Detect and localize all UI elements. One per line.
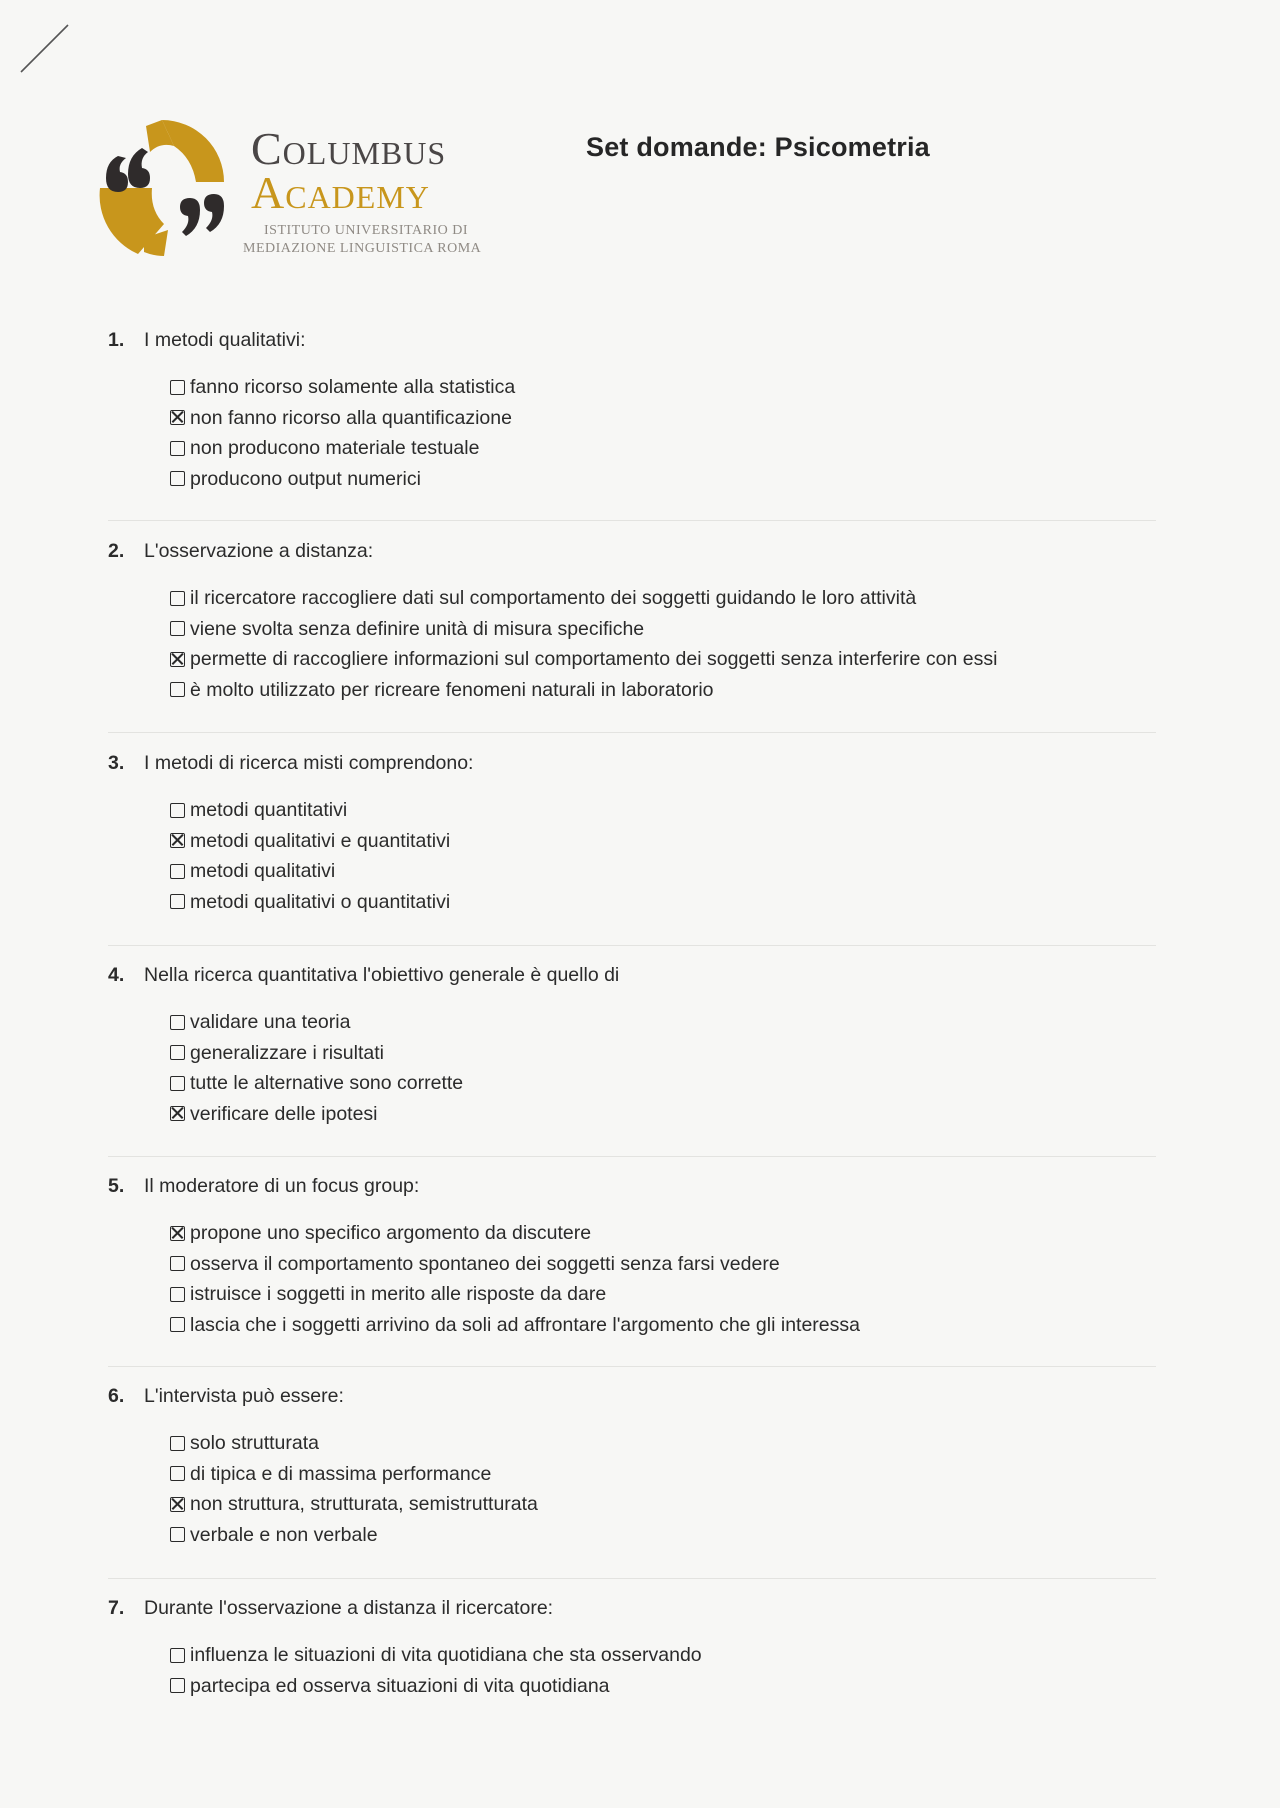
option-label: generalizzare i risultati: [190, 1041, 385, 1064]
question-text: Nella ricerca quantitativa l'obiettivo generale è quello di: [144, 964, 620, 986]
answer-option[interactable]: [170, 403, 1158, 434]
divider: [108, 1156, 1156, 1157]
answer-option[interactable]: [170, 1310, 1158, 1341]
option-list: [170, 583, 1158, 705]
checkbox[interactable]: [170, 864, 185, 879]
checkbox[interactable]: [170, 652, 185, 667]
divider: [108, 732, 1156, 733]
question-7: [108, 1594, 1158, 1701]
option-list: [170, 1428, 1158, 1550]
option-label: non producono materiale testuale: [190, 437, 480, 459]
answer-option[interactable]: [170, 1038, 1158, 1069]
option-label: metodi quantitativi: [190, 799, 348, 821]
pen-stroke-mark: [18, 22, 78, 82]
answer-option[interactable]: [170, 614, 1158, 645]
option-label: non fanno ricorso alla quantificazione: [190, 406, 512, 429]
option-label: metodi qualitativi o quantitativi: [190, 890, 451, 913]
checkbox[interactable]: [170, 410, 185, 425]
checkbox[interactable]: [170, 471, 185, 486]
answer-option[interactable]: [170, 887, 1158, 918]
question-number: 7.: [108, 1597, 125, 1619]
answer-option[interactable]: [170, 464, 1158, 495]
page-title: Set domande: Psicometria: [586, 132, 930, 162]
question-text: Durante l'osservazione a distanza il ricercatore:: [144, 1597, 554, 1619]
checkbox[interactable]: [170, 1466, 185, 1481]
question-2: [108, 537, 1158, 705]
question-number: 3.: [108, 752, 125, 774]
option-label: è molto utilizzato per ricreare fenomeni naturali in laboratorio: [190, 678, 714, 701]
option-label: influenza le situazioni di vita quotidiana che sta osservando: [190, 1644, 702, 1666]
option-label: producono output numerici: [190, 467, 421, 490]
question-heading: [108, 1382, 1158, 1410]
option-list: [170, 1007, 1158, 1129]
answer-option[interactable]: [170, 675, 1158, 706]
answer-option[interactable]: [170, 583, 1158, 614]
question-heading: [108, 1594, 1158, 1622]
option-list: [170, 1218, 1158, 1340]
logo-name-line2: Academy: [251, 167, 430, 218]
checkbox[interactable]: [170, 380, 185, 395]
checkbox[interactable]: [170, 1256, 185, 1271]
question-3: [108, 749, 1158, 917]
option-list: [170, 795, 1158, 917]
answer-option[interactable]: [170, 856, 1158, 887]
option-label: verbale e non verbale: [190, 1523, 378, 1546]
globe-quotes-icon: [98, 118, 233, 258]
option-label: lascia che i soggetti arrivino da soli ad affrontare l'argomento che gli interessa: [190, 1313, 860, 1336]
checkbox[interactable]: [170, 621, 185, 636]
checkbox[interactable]: [170, 1287, 185, 1302]
answer-option[interactable]: [170, 1671, 1158, 1702]
answer-option[interactable]: [170, 1249, 1158, 1280]
answer-option[interactable]: [170, 795, 1158, 826]
question-heading: [108, 749, 1158, 777]
question-number: 4.: [108, 964, 125, 986]
answer-option[interactable]: [170, 644, 1158, 675]
divider: [108, 520, 1156, 521]
option-label: solo strutturata: [190, 1432, 319, 1454]
option-label: validare una teoria: [190, 1011, 351, 1033]
checkbox[interactable]: [170, 1527, 185, 1542]
answer-option[interactable]: [170, 1007, 1158, 1038]
logo-name-line1: Columbus: [251, 123, 447, 174]
logo-subtitle-line2: MEDIAZIONE LINGUISTICA ROMA: [243, 241, 482, 256]
answer-option[interactable]: [170, 1459, 1158, 1490]
question-heading: [108, 537, 1158, 565]
option-label: metodi qualitativi e quantitativi: [190, 829, 451, 852]
checkbox[interactable]: [170, 1436, 185, 1451]
checkbox[interactable]: [170, 1015, 185, 1030]
divider: [108, 945, 1156, 946]
logo-subtitle-line1: ISTITUTO UNIVERSITARIO DI: [264, 223, 468, 238]
option-label: osserva il comportamento spontaneo dei soggetti senza farsi vedere: [190, 1252, 780, 1275]
answer-option[interactable]: [170, 1218, 1158, 1249]
question-5: [108, 1172, 1158, 1340]
question-text: L'intervista può essere:: [144, 1385, 344, 1407]
checkbox[interactable]: [170, 1106, 185, 1121]
checkbox[interactable]: [170, 682, 185, 697]
question-number: 6.: [108, 1385, 125, 1407]
question-number: 2.: [108, 540, 125, 562]
option-label: istruisce i soggetti in merito alle risposte da dare: [190, 1283, 607, 1305]
checkbox[interactable]: [170, 441, 185, 456]
question-6: [108, 1382, 1158, 1550]
checkbox[interactable]: [170, 1317, 185, 1332]
question-4: [108, 961, 1158, 1129]
divider: [108, 1578, 1156, 1579]
option-label: verificare delle ipotesi: [190, 1102, 378, 1125]
option-label: di tipica e di massima performance: [190, 1462, 492, 1485]
answer-option[interactable]: [170, 1068, 1158, 1099]
option-label: metodi qualitativi: [190, 860, 336, 882]
checkbox[interactable]: [170, 833, 185, 848]
question-text: L'osservazione a distanza:: [144, 540, 374, 562]
answer-option[interactable]: [170, 1279, 1158, 1310]
columbus-academy-logo: [98, 118, 518, 268]
option-label: il ricercatore raccogliere dati sul comportamento dei soggetti guidando le loro attività: [190, 587, 917, 609]
question-text: I metodi di ricerca misti comprendono:: [144, 752, 474, 774]
answer-option[interactable]: [170, 826, 1158, 857]
answer-option[interactable]: [170, 372, 1158, 403]
question-text: Il moderatore di un focus group:: [144, 1175, 420, 1197]
option-list: [170, 372, 1158, 494]
checkbox[interactable]: [170, 1497, 185, 1512]
option-label: fanno ricorso solamente alla statistica: [190, 376, 516, 398]
option-label: tutte le alternative sono corrette: [190, 1072, 464, 1094]
answer-option[interactable]: [170, 433, 1158, 464]
checkbox[interactable]: [170, 1045, 185, 1060]
option-label: permette di raccogliere informazioni sul comportamento dei soggetti senza interferire con essi: [190, 648, 998, 670]
question-text: I metodi qualitativi:: [144, 329, 306, 351]
answer-option[interactable]: [170, 1489, 1158, 1520]
answer-option[interactable]: [170, 1099, 1158, 1130]
checkbox[interactable]: [170, 1226, 185, 1241]
checkbox[interactable]: [170, 803, 185, 818]
option-list: [170, 1640, 1158, 1701]
option-label: viene svolta senza definire unità di misura specifiche: [190, 617, 645, 640]
option-label: propone uno specifico argomento da discutere: [190, 1222, 592, 1244]
divider: [108, 1366, 1156, 1367]
checkbox[interactable]: [170, 1076, 185, 1091]
answer-option[interactable]: [170, 1640, 1158, 1671]
option-label: partecipa ed osserva situazioni di vita quotidiana: [190, 1674, 610, 1697]
question-heading: [108, 326, 1158, 354]
question-number: 1.: [108, 329, 125, 351]
question-number: 5.: [108, 1175, 125, 1197]
answer-option[interactable]: [170, 1428, 1158, 1459]
checkbox[interactable]: [170, 591, 185, 606]
question-1: [108, 326, 1158, 494]
question-heading: [108, 1172, 1158, 1200]
checkbox[interactable]: [170, 894, 185, 909]
question-heading: [108, 961, 1158, 989]
checkbox[interactable]: [170, 1648, 185, 1663]
option-label: non struttura, strutturata, semistrutturata: [190, 1493, 538, 1515]
answer-option[interactable]: [170, 1520, 1158, 1551]
checkbox[interactable]: [170, 1678, 185, 1693]
